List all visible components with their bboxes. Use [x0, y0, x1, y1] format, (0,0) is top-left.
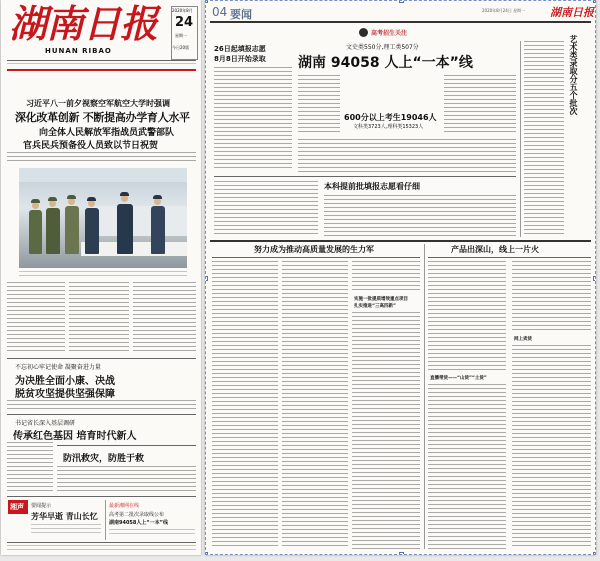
- mid-headline: 本科提前批填报志愿看仔细: [324, 182, 420, 191]
- lead-sub1: 向全体人民解放军指战员武警部队: [39, 128, 175, 138]
- main-headline: 湖南 94058 人上“一本”线: [298, 55, 473, 71]
- front-page: [1, 0, 201, 555]
- masthead-title: 湖南日报: [9, 1, 158, 46]
- story3-kicker: 书记省长深入基层调研: [15, 420, 76, 427]
- sub-line: 文科类3723人,理科类15323人: [353, 124, 424, 130]
- lower-sub-a: 实施一批提质增效重点项目: [354, 297, 408, 302]
- main-kicker: 文史类550分,理工类507分: [346, 44, 419, 51]
- brief-line-2: 8月8日开始录取: [214, 55, 266, 63]
- story3-headline: 传承红色基因 培育时代新人: [13, 431, 137, 442]
- lower-sub-b: 扎实推进“三高四新”: [354, 304, 396, 309]
- topic-badge: 高考招生关注: [371, 30, 408, 37]
- resize-handle-tr[interactable]: [593, 0, 596, 3]
- resize-handle-bc[interactable]: [399, 552, 404, 555]
- resize-handle-tl[interactable]: [205, 0, 208, 3]
- page-04[interactable]: [205, 0, 596, 555]
- header-date: 2020年8月24日 星期一: [482, 8, 526, 13]
- footer-line-1: 高考第二批次录取线公布: [109, 512, 165, 518]
- date-weekday: 星期一: [175, 33, 187, 38]
- lower-right-title: 产品出深山，线上一片火: [451, 245, 539, 254]
- masthead-pinyin: HUNAN RIBAO: [45, 47, 112, 55]
- resize-handle-br[interactable]: [593, 552, 596, 555]
- resize-handle-mr[interactable]: [593, 276, 596, 281]
- resize-handle-bl[interactable]: [205, 552, 208, 555]
- sub-headline: 600分以上考生19046人: [344, 113, 437, 122]
- footer-headline: 芳华早逝 青山长忆: [31, 512, 98, 521]
- page-label: 要闻: [230, 8, 252, 21]
- brief-line-1: 26日起填报志愿: [214, 45, 266, 53]
- footer-line-2: 湖南94058人上“一本”线: [109, 520, 168, 526]
- lower-left-title: 努力成为推动高质量发展的生力军: [254, 245, 374, 254]
- side-vertical-headline: 艺术类录取分五个批次: [569, 35, 579, 115]
- footer-label-2: 最新湘网在线: [109, 503, 140, 509]
- story2-kicker: 不忘初心牢记使命 凝聚奋进力量: [15, 364, 101, 371]
- lower-sub-d: 直播带货——“山货”“土货”: [430, 376, 487, 381]
- lower-sub-c: 网上卖货: [514, 337, 532, 342]
- footer-tag-text: 湘声: [10, 503, 24, 511]
- page-number: 04: [212, 5, 228, 19]
- resize-handle-tc[interactable]: [399, 0, 404, 3]
- header-masthead: 湖南日报: [550, 6, 594, 19]
- issue-badge: 今日20版: [172, 45, 190, 50]
- lead-sub2: 官兵民兵预备役人员致以节日祝贺: [23, 141, 159, 151]
- footer-label-1: 要闻提示: [31, 503, 52, 509]
- resize-handle-ml[interactable]: [205, 276, 208, 281]
- lead-kicker: 习近平八一前夕视察空军航空大学时强调: [26, 99, 170, 108]
- date-big: 24: [175, 15, 194, 30]
- story4-headline: 防汛救灾，防胜于救: [63, 454, 145, 464]
- grad-cap-icon: [359, 28, 368, 37]
- story2-headline-2: 脱贫攻坚提供坚强保障: [15, 389, 115, 400]
- lead-headline: 深化改革创新 不断提高办学育人水平: [15, 111, 190, 124]
- lead-photo: [19, 168, 187, 268]
- story2-headline-1: 为决胜全面小康、决战: [15, 376, 115, 387]
- date-small: 2020年8月: [172, 8, 193, 13]
